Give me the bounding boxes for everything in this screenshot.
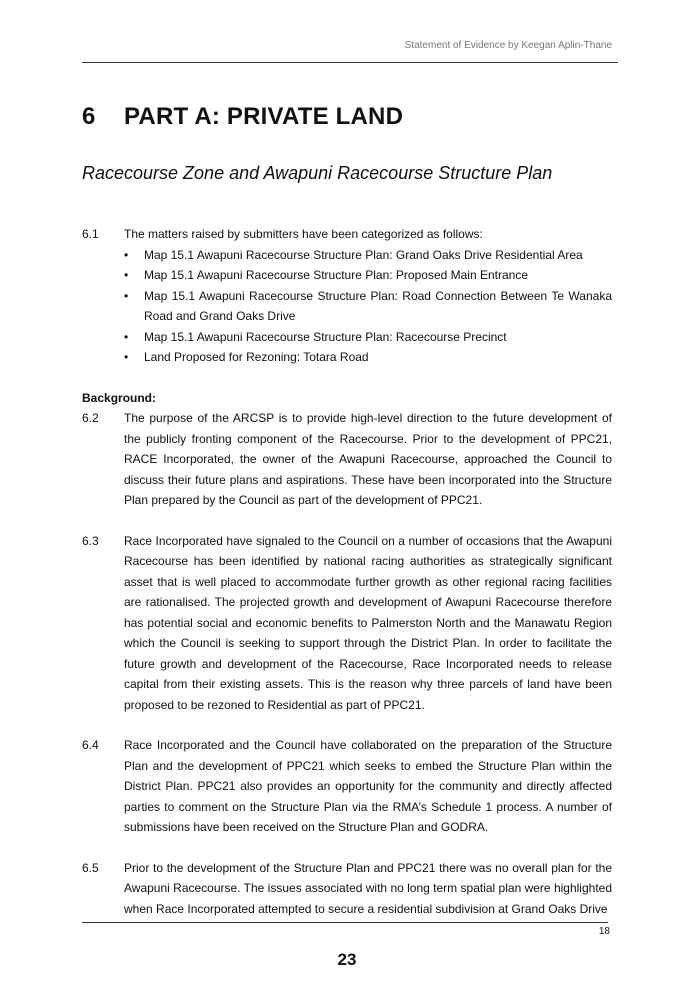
paragraph-6-2 <box>82 408 612 511</box>
running-header: Statement of Evidence by Keegan Aplin-Thane <box>404 40 612 51</box>
bullet-icon: • <box>124 329 129 344</box>
spacer <box>82 838 612 858</box>
paragraph-number: 6.4 <box>82 738 99 752</box>
paragraph-text: The purpose of the ARCSP is to provide high-level direction to the future development of the publicly fronting component of the Racecourse. Prior to the development of PPC21, RACE Incorporated, the owner of the Awapuni Racecourse, approached the Council to discuss their future plans and aspirations. These have been incorporated into the Structure Plan prepared by the Council as part of the development of PPC21. <box>124 411 612 507</box>
paragraph-6-4 <box>82 735 612 838</box>
paragraph-text: Race Incorporated and the Council have collaborated on the preparation of the Structure Plan and the development of PPC21 which seeks to embed the Structure Plan within the District Plan. PPC21 also provides an opportunity for the community and directly affected parties to comment on the Structure Plan via the RMA’s Schedule 1 process. A number of submissions have been received on the Structure Plan and GODRA. <box>124 738 612 834</box>
spacer <box>82 511 612 531</box>
page-number: 18 <box>598 926 610 937</box>
bullet-icon: • <box>124 247 129 262</box>
section-heading <box>82 103 403 131</box>
paragraph-text: Prior to the development of the Structure Plan and PPC21 there was no overall plan for the Awapuni Racecourse. The issues associated with no long term spatial plan were highlighted when Race Incorporated attempted to secure a residential subdivision at Grand Oaks Drive <box>124 860 612 916</box>
paragraph-text: Race Incorporated have signaled to the Council on a number of occasions that the Awapuni Racecourse has been identified by national racing authorities as strategically significant asset that is well placed to accommodate further growth as other regional racing facilities are rationalised. The projected growth and development of Awapuni Racecourse therefore has potential social and economic benefits to Palmerston North and the Manawatu Region which the Council is seeking to support through the District Plan. In order to facilitate the future growth and development of the Racecourse, Race Incorporated needs to release capital from their existing assets. This is the reason why three parcels of land have been proposed to be rezoned to Residential as part of PPC21. <box>124 533 612 712</box>
bullet-icon: • <box>124 350 129 364</box>
paragraph-number: 6.3 <box>82 533 99 548</box>
spacer <box>82 715 612 735</box>
background-heading: Background: <box>82 390 157 405</box>
paragraph-number: 6.5 <box>82 860 99 875</box>
paragraph-6-5 <box>82 858 612 920</box>
bullet-list <box>82 245 612 368</box>
paragraph-6-3 <box>82 531 612 716</box>
header-rule <box>82 62 618 63</box>
bullet-icon: • <box>124 288 129 303</box>
spacer <box>82 368 612 388</box>
paragraph-6-1 <box>82 224 612 245</box>
footer-rule <box>82 922 608 923</box>
document-body <box>82 224 612 919</box>
list-item: • Map 15.1 Awapuni Racecourse Structure Plan: Road Connection Between Te Wanaka Road and Grand Oaks Drive <box>124 286 612 327</box>
section-number: 6 <box>82 103 96 130</box>
bullet-icon: • <box>124 268 129 282</box>
document-page-number: 23 <box>337 950 357 969</box>
subsection-heading: Racecourse Zone and Awapuni Racecourse Structure Plan <box>82 163 553 183</box>
list-item: • Land Proposed for Rezoning: Totara Road <box>124 347 612 368</box>
paragraph-number: 6.2 <box>82 411 99 425</box>
list-item: • Map 15.1 Awapuni Racecourse Structure Plan: Proposed Main Entrance <box>124 265 612 286</box>
paragraph-text: The matters raised by submitters have been categorized as follows: <box>124 227 483 241</box>
list-item: • Map 15.1 Awapuni Racecourse Structure Plan: Racecourse Precinct <box>124 327 612 348</box>
paragraph-number: 6.1 <box>82 227 99 241</box>
section-title: PART A: PRIVATE LAND <box>124 103 404 130</box>
list-item: • Map 15.1 Awapuni Racecourse Structure Plan: Grand Oaks Drive Residential Area <box>124 245 612 266</box>
